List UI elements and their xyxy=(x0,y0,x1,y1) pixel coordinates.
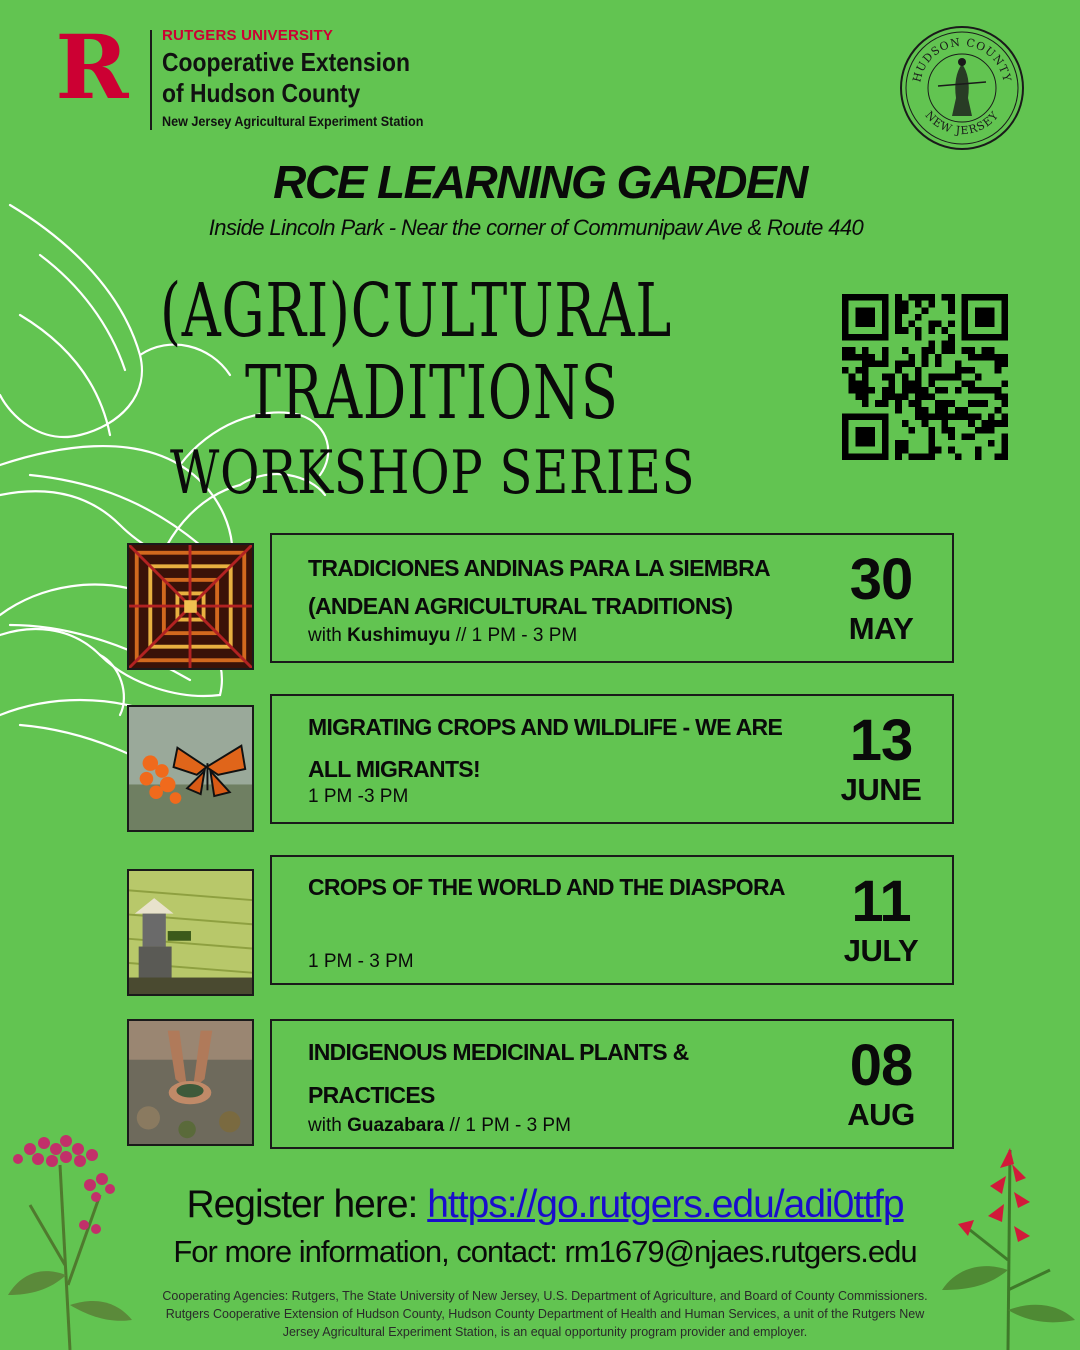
event-host: Kushimuyu xyxy=(347,625,451,646)
garden-location: Inside Lincoln Park - Near the corner of Communipaw Ave & Route 440 xyxy=(208,215,864,240)
event-image-rice-field xyxy=(127,869,254,996)
event-month: AUG xyxy=(847,1097,915,1132)
seal-text-bottom: NEW JERSEY xyxy=(922,108,1002,138)
event-title: MIGRATING CROPS AND WILDLIFE - WE ARE ALL MIGRANTS! xyxy=(308,714,783,782)
event-day: 13 xyxy=(849,708,913,773)
hands-holding-herbs-icon xyxy=(129,1021,252,1144)
event-time: // 1 PM - 3 PM xyxy=(444,1115,571,1136)
farmer-in-rice-field-icon xyxy=(129,871,252,994)
event-image-butterfly xyxy=(127,705,254,832)
university-name: RUTGERS UNIVERSITY xyxy=(162,27,334,44)
event-day: 30 xyxy=(849,547,913,612)
event-image-andean-textile xyxy=(127,543,254,670)
event-host: Guazabara xyxy=(347,1115,445,1136)
registration-qr-code[interactable] xyxy=(842,294,1008,460)
brand-divider xyxy=(150,30,152,130)
series-title-line-2: TRADITIONS xyxy=(245,350,619,436)
series-title-line-1: (AGRI)CULTURAL xyxy=(160,268,672,354)
event-card[interactable] xyxy=(270,533,954,663)
event-meta xyxy=(308,951,414,973)
event-day: 08 xyxy=(849,1033,913,1098)
event-month: MAY xyxy=(848,611,914,646)
disclaimer-text: Cooperating Agencies: Rutgers, The State University of New Jersey, U.S. Department of Agriculture, and Board of County Commissioners. Rutgers Cooperative Extension of Hudson County, Hudson County Department of Health and Human Services, a unit of the Rutgers New Jersey Agricultural Experiment Station, is an equal opportunity program provider and employer. xyxy=(162,1289,928,1339)
monarch-butterfly-icon xyxy=(129,707,252,830)
event-with-prefix: with xyxy=(308,1115,348,1136)
series-title-line-3: WORKSHOP SERIES xyxy=(170,438,696,508)
event-card[interactable] xyxy=(270,694,954,824)
event-month: JULY xyxy=(843,933,919,968)
logo-letter: R xyxy=(55,28,129,104)
register-line xyxy=(0,1183,1080,1227)
event-title: INDIGENOUS MEDICINAL PLANTS & PRACTICES xyxy=(308,1039,689,1108)
event-with-prefix: with xyxy=(308,625,348,646)
andean-textile-pattern-icon xyxy=(129,545,252,668)
event-title: TRADICIONES ANDINAS PARA LA SIEMBRA (ANDEAN AGRICULTURAL TRADITIONS) xyxy=(308,555,770,619)
contact-line: For more information, contact: rm1679@njaes.rutgers.edu xyxy=(173,1234,917,1269)
event-title: CROPS OF THE WORLD AND THE DIASPORA xyxy=(308,874,785,900)
hudson-county-seal-icon xyxy=(898,24,1026,152)
garden-title: RCE LEARNING GARDEN xyxy=(273,156,807,208)
event-meta xyxy=(308,1115,571,1137)
seal-text-top: HUDSON COUNTY xyxy=(910,35,1014,84)
organization-name xyxy=(162,47,410,109)
event-time: 1 PM - 3 PM xyxy=(308,951,414,972)
event-meta xyxy=(308,625,577,647)
station-name: New Jersey Agricultural Experiment Station xyxy=(162,113,424,129)
rutgers-r-logo xyxy=(50,28,134,104)
organization-line-1: Cooperative Extension xyxy=(162,47,410,77)
event-card[interactable] xyxy=(270,855,954,985)
register-prefix: Register here: xyxy=(186,1183,428,1226)
event-month: JUNE xyxy=(840,772,922,807)
event-day: 11 xyxy=(851,869,911,934)
event-meta xyxy=(308,786,408,808)
organization-line-2: of Hudson County xyxy=(162,78,361,108)
event-time: // 1 PM - 3 PM xyxy=(450,625,578,646)
event-card[interactable] xyxy=(270,1019,954,1149)
event-time: 1 PM -3 PM xyxy=(308,786,409,807)
register-link[interactable]: https://go.rutgers.edu/adi0ttfp xyxy=(427,1183,904,1226)
event-image-herbs xyxy=(127,1019,254,1146)
